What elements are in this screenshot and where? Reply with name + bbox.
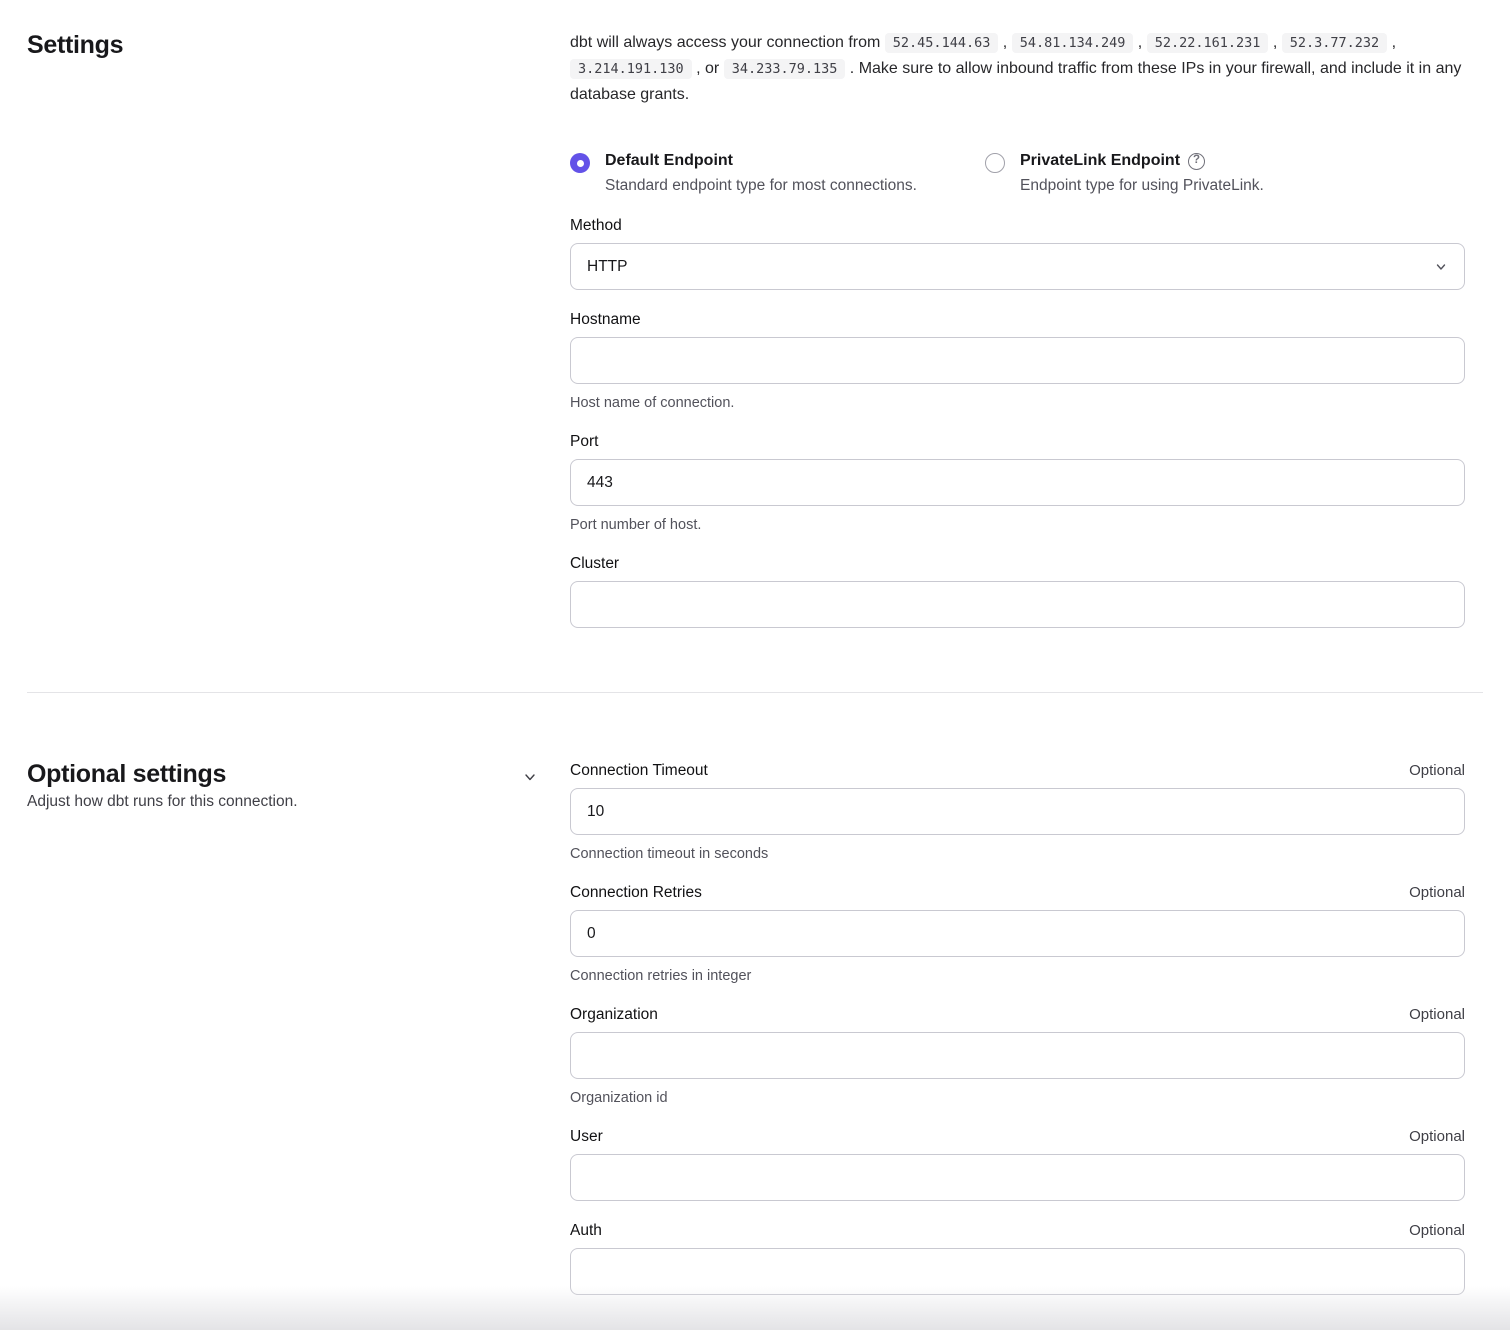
notice-separator: ,: [1133, 34, 1147, 51]
method-select-value: HTTP: [587, 257, 628, 275]
radio-privatelink-endpoint[interactable]: [985, 151, 1264, 196]
method-label: Method: [570, 217, 622, 234]
port-input[interactable]: [570, 459, 1465, 506]
auth-input[interactable]: [570, 1248, 1465, 1295]
ip-address-badge: 52.45.144.63: [885, 33, 999, 53]
optional-badge: Optional: [1409, 762, 1465, 779]
organization-label: Organization: [570, 1006, 658, 1023]
optional-settings-subheading: Adjust how dbt runs for this connection.: [27, 793, 298, 810]
radio-privatelink-endpoint-description: Endpoint type for using PrivateLink.: [1020, 177, 1264, 194]
collapse-section-button[interactable]: [518, 765, 542, 789]
cluster-field: [570, 554, 1465, 628]
user-label: User: [570, 1128, 603, 1145]
optional-badge: Optional: [1409, 1128, 1465, 1145]
connection-retries-input[interactable]: [570, 910, 1465, 957]
ip-address-badge: 52.3.77.232: [1282, 33, 1387, 53]
hostname-label: Hostname: [570, 311, 641, 328]
radio-default-endpoint[interactable]: [570, 151, 985, 196]
chevron-down-icon: [1434, 260, 1448, 274]
radio-unselected-icon: [985, 153, 1005, 173]
notice-suffix: . Make sure to allow inbound traffic from these IPs in your firewall, and include it in any database grants.: [570, 60, 1462, 103]
notice-separator: ,: [1387, 34, 1397, 51]
user-input[interactable]: [570, 1154, 1465, 1201]
notice-separator: , or: [691, 60, 724, 77]
radio-privatelink-endpoint-label: PrivateLink Endpoint: [1020, 152, 1181, 169]
hostname-input[interactable]: [570, 337, 1465, 384]
optional-badge: Optional: [1409, 1222, 1465, 1239]
ip-address-badge: 3.214.191.130: [570, 59, 692, 79]
user-field: [570, 1127, 1465, 1201]
settings-heading: Settings: [27, 31, 124, 59]
optional-badge: Optional: [1409, 1006, 1465, 1023]
port-helper: Port number of host.: [570, 517, 702, 533]
question-circle-icon[interactable]: ?: [1188, 153, 1205, 170]
connection-retries-field: [570, 883, 1465, 985]
connection-timeout-field: [570, 761, 1465, 863]
organization-input[interactable]: [570, 1032, 1465, 1079]
auth-field: [570, 1221, 1465, 1295]
ip-address-badge: 54.81.134.249: [1012, 33, 1134, 53]
section-divider: [27, 692, 1483, 693]
settings-section: [0, 0, 1510, 628]
connection-timeout-label: Connection Timeout: [570, 762, 708, 779]
optional-settings-heading: Optional settings: [27, 760, 227, 788]
notice-separator: ,: [998, 34, 1012, 51]
ip-address-badge: 34.233.79.135: [724, 59, 846, 79]
optional-settings-section: [0, 759, 1510, 1295]
connection-timeout-input[interactable]: [570, 788, 1465, 835]
chevron-down-icon: [522, 769, 538, 785]
endpoint-type-radio-group: [570, 151, 1465, 196]
ip-allowlist-notice: [570, 30, 1465, 107]
notice-separator: ,: [1268, 34, 1282, 51]
connection-retries-label: Connection Retries: [570, 884, 702, 901]
radio-selected-icon: [570, 153, 590, 173]
cluster-label: Cluster: [570, 555, 620, 572]
port-field: [570, 432, 1465, 534]
ip-address-badge: 52.22.161.231: [1147, 33, 1269, 53]
organization-field: [570, 1005, 1465, 1107]
hostname-helper: Host name of connection.: [570, 395, 735, 411]
auth-label: Auth: [570, 1222, 602, 1239]
hostname-field: [570, 310, 1465, 412]
organization-helper: Organization id: [570, 1090, 668, 1106]
radio-default-endpoint-description: Standard endpoint type for most connections.: [605, 177, 917, 194]
port-label: Port: [570, 433, 599, 450]
method-field: [570, 216, 1465, 290]
cluster-input[interactable]: [570, 581, 1465, 628]
connection-retries-helper: Connection retries in integer: [570, 968, 752, 984]
method-select[interactable]: [570, 243, 1465, 290]
connection-timeout-helper: Connection timeout in seconds: [570, 846, 769, 862]
radio-default-endpoint-label: Default Endpoint: [605, 152, 733, 169]
notice-prefix: dbt will always access your connection from: [570, 34, 885, 51]
optional-badge: Optional: [1409, 884, 1465, 901]
